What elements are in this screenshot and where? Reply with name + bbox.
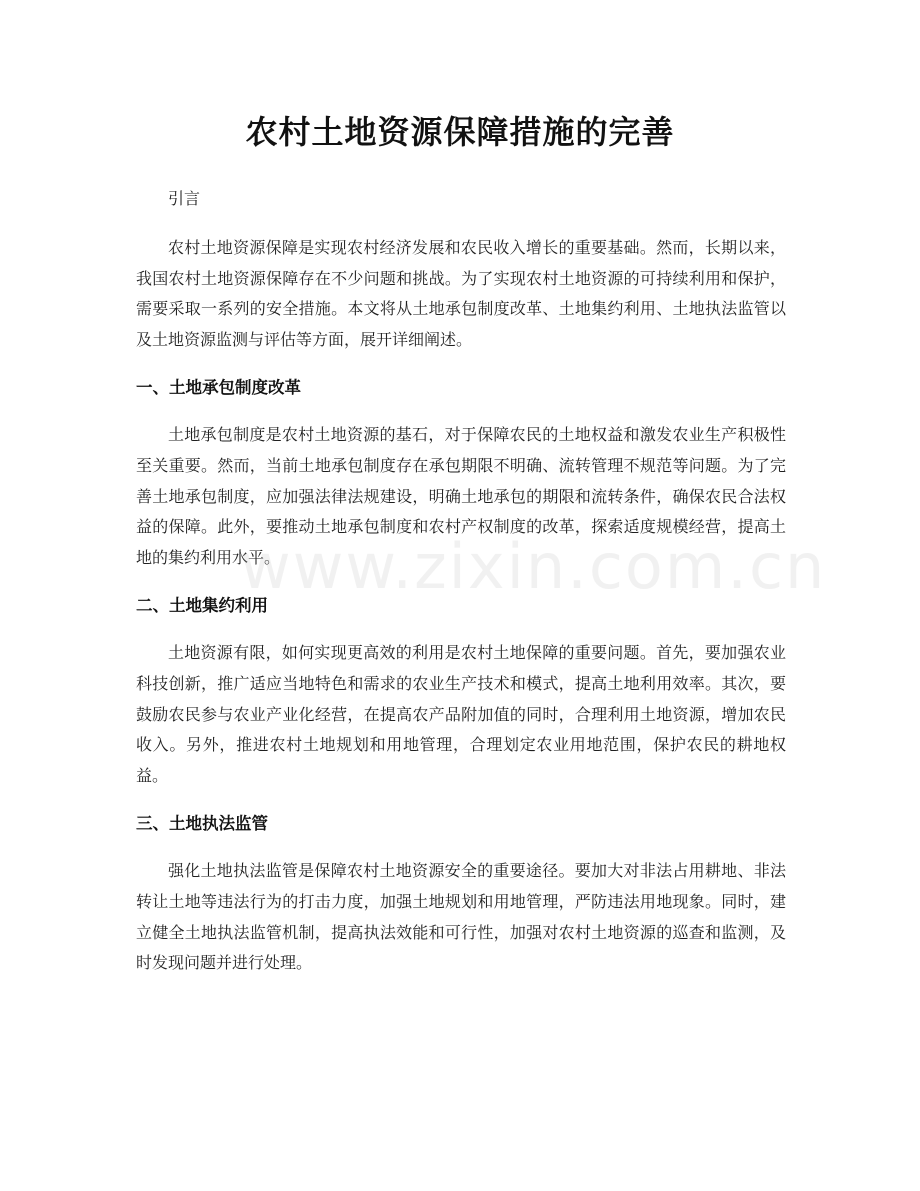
spacer: [136, 839, 786, 856]
document-title: 农村土地资源保障措施的完善: [245, 113, 675, 151]
section-paragraph-1: 土地承包制度是农村土地资源的基石，对于保障农民的土地权益和激发农业生产积极性至关重要。然而，当前土地承包制度存在承包期限不明确、流转管理不规范等问题。为了完善土地承包制度，应加强法律法规建设，明确土地承包的期限和流转条件，确保农民合法权益的保障。此外，要推动土地承包制度和农村产权制度的改革，探索适度规模经营，提高土地的集约利用水平。: [136, 425, 786, 567]
spacer: [136, 621, 786, 638]
section-paragraph-2: 土地资源有限，如何实现更高效的利用是农村土地保障的重要问题。首先，要加强农业科技创新，推广适应当地特色和需求的农业生产技术和模式，提高土地利用效率。其次，要鼓励农民参与农业产业化经营，在提高农产品附加值的同时，合理利用土地资源，增加农民收入。另外，推进农村土地规划和用地管理，合理划定农业用地范围，保护农民的耕地权益。: [136, 643, 786, 785]
spacer: [136, 355, 786, 373]
intro-paragraph: 农村土地资源保障是实现农村经济发展和农民收入增长的重要基础。然而，长期以来，我国农村土地资源保障存在不少问题和挑战。为了实现农村土地资源的可持续利用和保护，需要采取一系列的安全措施。本文将从土地承包制度改革、土地集约利用、土地执法监管以及土地资源监测与评估等方面，展开详细阐述。: [136, 238, 786, 349]
spacer: [136, 403, 786, 420]
section-heading-2: 二、土地集约利用: [136, 596, 268, 616]
spacer: [136, 573, 786, 591]
section-heading-1: 一、土地承包制度改革: [136, 378, 301, 398]
section-heading-3: 三、土地执法监管: [136, 814, 268, 834]
spacer: [136, 791, 786, 809]
intro-label: 引言: [168, 189, 201, 208]
watermark-text: www.zixin.com.cn: [240, 530, 827, 603]
section-paragraph-3: 强化土地执法监管是保障农村土地资源安全的重要途径。要加大对非法占用耕地、非法转让土地等违法行为的打击力度，加强土地规划和用地管理，严防违法用地现象。同时，建立健全土地执法监管机制，提高执法效能和可行性，加强对农村土地资源的巡查和监测，及时发现问题并进行处理。: [136, 861, 786, 973]
document-body: [136, 184, 827, 979]
